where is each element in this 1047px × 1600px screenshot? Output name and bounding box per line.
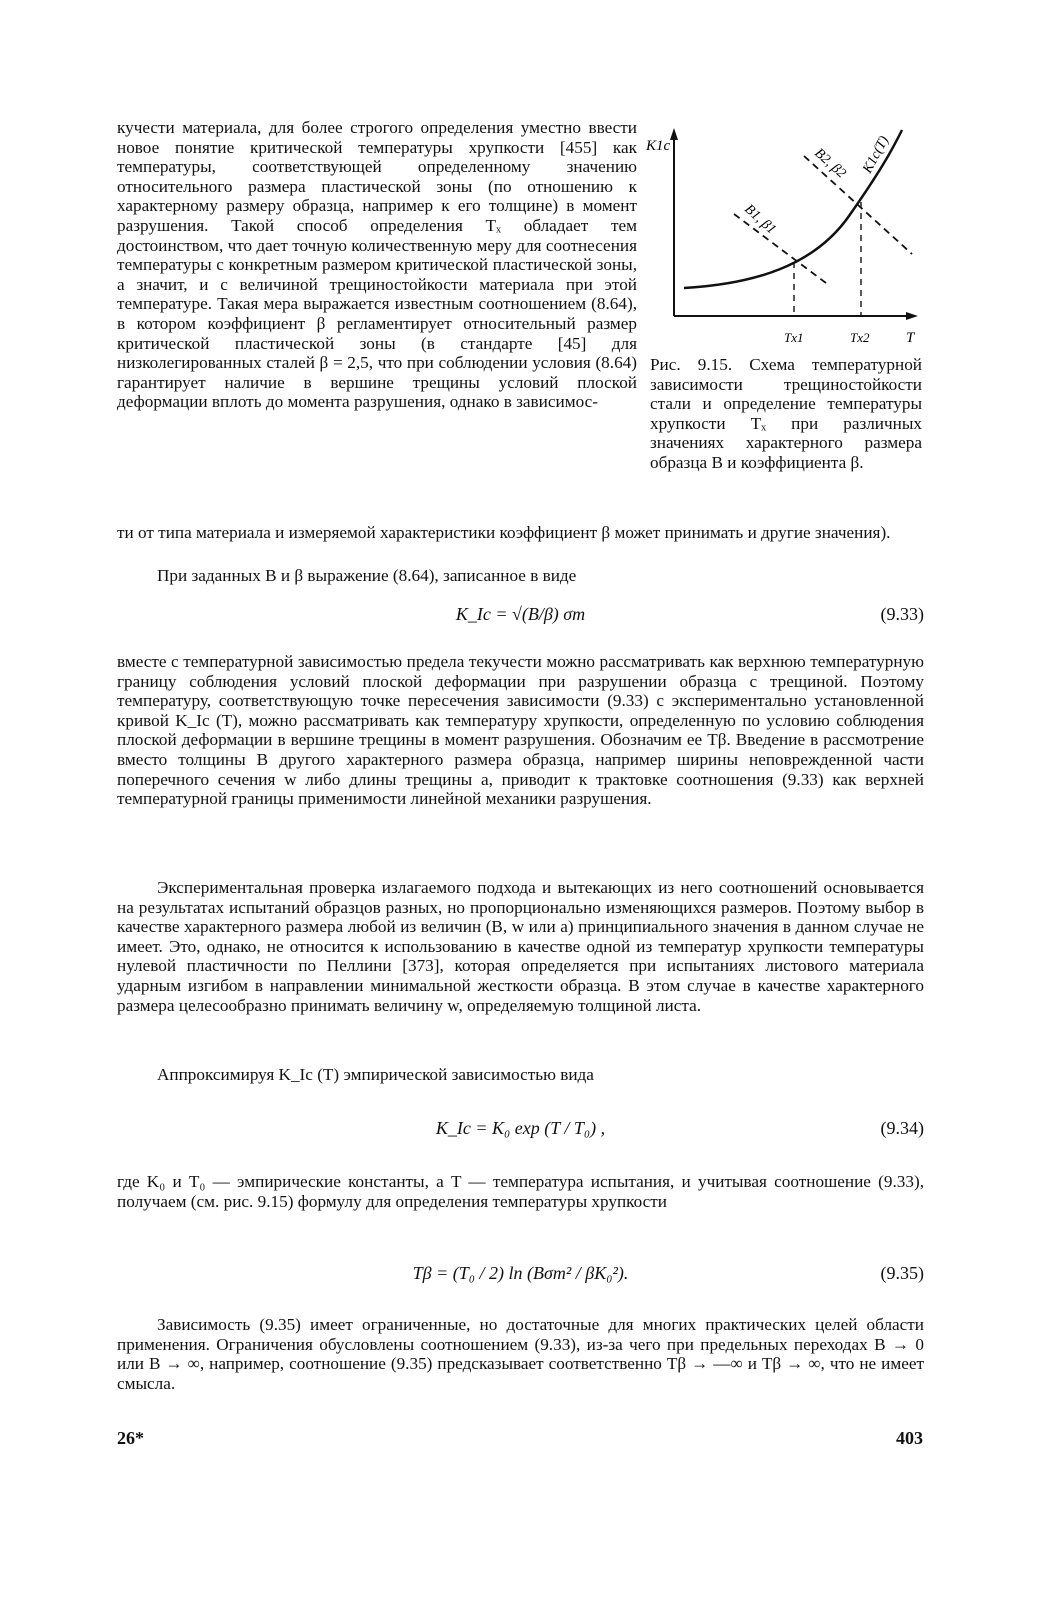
paragraph-together: вместе с температурной зависимостью предела текучести можно рассматривать как верхнюю температурную границу соблюдения условий плоской деформации при разрушении образца с трещиной. Поэтому температуру, соответствующую точке пересечения зависимости (9.33) с экспериментально установленной кривой K_Ic (T), можно рассматривать как температуру хрупкости, определенную по условию соблюдения плоской деформации в вершине трещины в момент разрушения. Обозначим ее Tβ. Введение в рассмотрение вместо толщины B другого характерного размера образца, например ширины неповрежденной части поперечного сечения w либо длины трещины a, приводит к трактовке соотношения (9.33) как верхней температурной границы применимости линейной механики разрушения. <box>117 652 924 809</box>
equation-9-35 <box>117 1255 924 1295</box>
equation-9-33-number: (9.33) <box>880 604 924 624</box>
label-b1-beta1: B1, β1 <box>741 201 779 238</box>
curve-label: K1c(T) <box>860 133 893 176</box>
paragraph-where: где K₀ и T₀ — эмпирические константы, а T — температура испытания, и учитывая соотношение (9.33), получаем (см. рис. 9.15) формулу для определения температуры хрупкости <box>117 1172 924 1211</box>
page-number: 403 <box>896 1428 923 1448</box>
paragraph-approx: Аппроксимируя K_Ic (T) эмпирической зависимостью вида <box>157 1065 594 1084</box>
paragraph-continuation: ти от типа материала и измеряемой характеристики коэффициент β может принимать и другие значения). <box>117 523 891 542</box>
signature-mark: 26* <box>117 1428 144 1448</box>
figure-caption: Рис. 9.15. Схема температурной зависимости трещиностойкости стали и определение температуры хрупкости Tₓ при различных значениях характерного размера образца B и коэффициента β. <box>650 355 922 472</box>
equation-9-33 <box>117 596 924 636</box>
y-axis-label: K1c <box>646 138 671 154</box>
equation-9-33-expression: K_Ic = √(B/β) σт <box>455 604 586 624</box>
figure-9-15 <box>644 116 924 356</box>
equation-9-34-number: (9.34) <box>880 1118 924 1138</box>
tick-tx1: Tx1 <box>784 330 804 345</box>
x-axis-label: T <box>906 330 915 346</box>
equation-9-35-number: (9.35) <box>880 1263 924 1283</box>
y-axis-arrow <box>670 128 678 140</box>
equation-9-34-expression: K_Ic = K₀ exp (T / T₀) , <box>435 1118 606 1138</box>
paragraph-experimental: Экспериментальная проверка излагаемого подхода и вытекающих из него соотношений основывается на результатах испытаний образцов разных, но пропорционально изменяющихся размеров. Поэтому выбор в качестве характерного размера любой из величин (B, w или a) принципиального значения в данном случае не имеет. Это, однако, не относится к использованию в качестве одной из температур хрупкости температуры нулевой пластичности по Пеллини [373], которая определяется при испытаниях листового материала ударным изгибом в направлении минимальной жесткости образца. В этом случае в качестве характерного размера целесообразно принимать величину w, определяемую толщиной листа. <box>117 878 924 1015</box>
column-paragraph: кучести материала, для более строгого определения уместно ввести новое понятие критической температуры хрупкости [455] как температуры, соответствующей определенному значению относительного размера пластической зоны (по отношению к характерному размеру образца, например к его толщине) в момент разрушения. Такой способ определения Tₓ обладает тем достоинством, что дает точную количественную меру для соотнесения температуры с конкретным размером критической пластической зоны, а значит, и с величиной трещиностойкости материала при этой температуре. Такая мера выражается известным соотношением (8.64), в котором коэффициент β регламентирует относительный размер критической пластической зоны (в стандарте [45] для низколегированных сталей β = 2,5, что при соблюдении условия (8.64) гарантирует наличие в вершине трещины условий плоской деформации вплоть до момента разрушения, однако в зависимос- <box>117 118 637 412</box>
x-axis-arrow <box>906 312 918 320</box>
paragraph-dependence: Зависимость (9.35) имеет ограниченные, но достаточные для многих практических целей области применения. Ограничения обусловлены соотношением (9.33), из-за чего при предельных переходах B → 0 или B → ∞, например, соотношение (9.35) предсказывает соответственно Tβ → —∞ и Tβ → ∞, что не имеет смысла. <box>117 1315 924 1393</box>
tick-tx2: Tx2 <box>850 330 870 345</box>
label-b2-beta2: B2, β2 <box>811 145 849 182</box>
equation-9-34 <box>117 1110 924 1150</box>
line-b2-beta2 <box>804 156 912 254</box>
paragraph-given: При заданных B и β выражение (8.64), записанное в виде <box>157 566 577 585</box>
equation-9-35-expression: Tβ = (T₀ / 2) ln (Bσт² / βK₀²). <box>412 1263 629 1283</box>
